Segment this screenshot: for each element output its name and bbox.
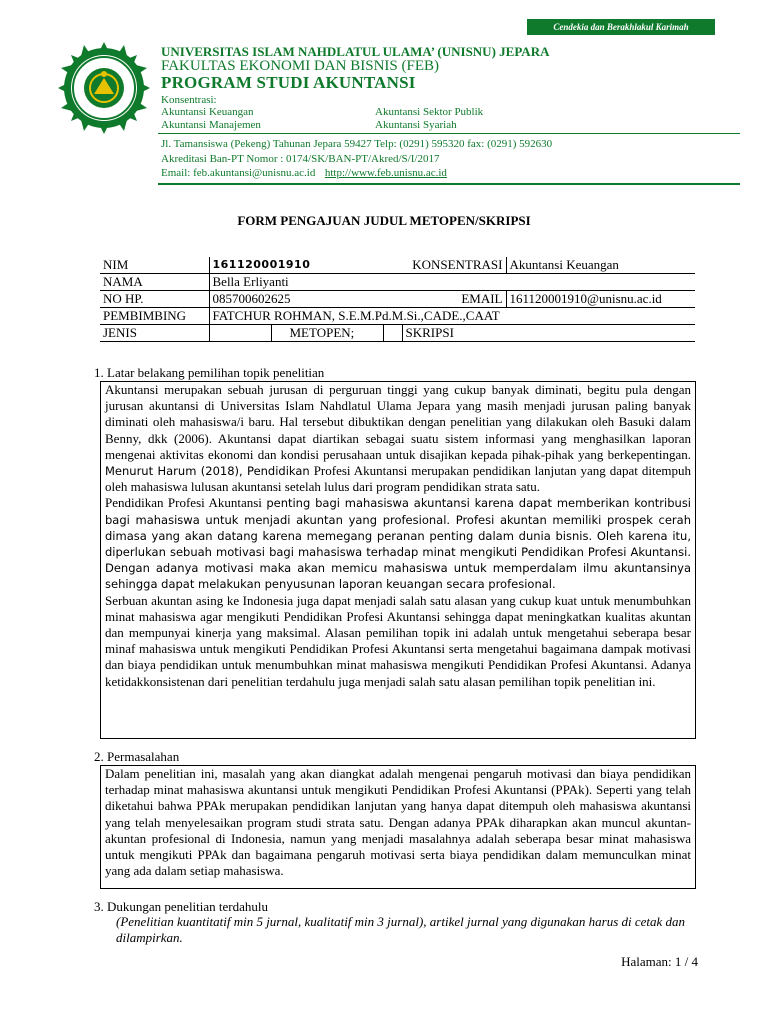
metopen-checkbox[interactable] [383, 325, 402, 342]
section-3-title: 3. Dukungan penelitian terdahulu [94, 899, 269, 914]
concentration-item: Akuntansi Manajemen [161, 119, 261, 131]
form-title: FORM PENGAJUAN JUDUL METOPEN/SKRIPSI [237, 213, 531, 228]
program-name: PROGRAM STUDI AKUNTANSI [161, 73, 416, 92]
nim-label: NIM [100, 257, 209, 274]
section-1-box [100, 381, 696, 739]
university-seal-icon [56, 40, 152, 136]
skripsi-label: SKRIPSI [402, 325, 695, 342]
motto-badge: Cendekia dan Berakhlakul Karimah [527, 19, 715, 35]
page-number: Halaman: 1 / 4 [621, 954, 698, 969]
pembimbing-label: PEMBIMBING [100, 308, 209, 325]
section-1-title: 1. Latar belakang pemilihan topik penelitian [94, 365, 325, 380]
header-divider [158, 133, 740, 134]
section-2-title: 2. Permasalahan [94, 749, 180, 764]
accreditation: Akreditasi Ban-PT Nomor : 0174/SK/BAN-PT/Akred/S/I/2017 [161, 153, 440, 165]
header-divider [158, 183, 740, 185]
student-info-table [100, 257, 695, 342]
faculty-name: FAKULTAS EKONOMI DAN BISNIS (FEB) [161, 58, 439, 74]
section-1-para-2b: penting bagi mahasiswa akuntansi karena dapat memberikan kontribusi bagi mahasiswa untuk menjadi akuntan yang profesional. Profesi akuntan memiliki prospek cerah dimasa yang akan datang karena memegang peranan penting dalam dunia bisnis. Oleh karena itu, diperlukan sebuah motivasi bagi mahasiswa terhadap minat mengikuti Pendidikan Profesi Akuntansi. Dengan adanya motivasi maka akan memicu mahasiswa untuk memperdalam ilmu akuntansinya sehingga dapat melakukan penyusunan laporan keuangan secara profesional. [105, 496, 692, 592]
section-1-para-1c: Profesi Akuntansi merupakan pendidikan lanjutan yang dapat ditempuh oleh mahasiswa lulusan akuntansi setelah lulus dari program pendidikan strata satu. [105, 463, 691, 495]
nim-value: 161120001910 [209, 257, 383, 274]
concentration-item: Akuntansi Syariah [375, 119, 457, 131]
jenis-label: JENIS [100, 325, 209, 342]
section-2-text: Dalam penelitian ini, masalah yang akan diangkat adalah mengenai pengaruh motivasi dan biaya pendidikan terhadap minat mahasiswa akuntansi untuk mengikuti Pendidikan Profesi Akuntansi (PPAk). Seperti yang telah diketahui bahwa PPAk merupakan pendidikan lanjutan yang hanya dapat ditempuh oleh mahasiswa akuntansi yang telah menyelesaikan program studi strata satu. Dengan adanya PPAk diharapkan akan muncul akuntan-akuntan profesional di Indonesia, namun yang menjadi masalahnya adalah seberapa besar minat mahasiswa untuk mengikuti PPAk dan bagaimana pengaruh motivasi serta biaya pendidikan dalam memunculkan minat yang ada dalam setiap mahasiswa. [105, 766, 691, 879]
konsentrasi-value: Akuntansi Keuangan [506, 257, 695, 274]
section-3-note: (Penelitian kuantitatif min 5 jurnal, kualitatif min 3 jurnal), artikel jurnal yang digunakan harus di cetak dan dilampirkan. [116, 914, 686, 945]
nohp-value: 085700602625 [209, 291, 383, 308]
pembimbing-value: FATCHUR ROHMAN, S.E.M.Pd.M.Si.,CADE.,CAAT [209, 308, 695, 325]
metopen-label: METOPEN; [271, 325, 383, 342]
email-label: EMAIL [383, 291, 506, 308]
address: Jl. Tamansiswa (Pekeng) Tahunan Jepara 59427 Telp: (0291) 595320 fax: (0291) 592630 [161, 138, 553, 150]
section-1-para-3: Serbuan akuntan asing ke Indonesia juga dapat menjadi salah satu alasan yang cukup kuat untuk menumbuhkan minat mahasiswa agar mengikuti Pendidikan Profesi Akuntansi sehingga dapat meningkatkan kualitas akuntan dan mempunyai kinerja yang maksimal. Alasan pemilihan topik ini adalah untuk mengetahui seberapa besar minaf mahasiswa untuk mengikuti Pendidikan Profesi Akuntansi serta mengetahui bagaimana dampak motivasi dan biaya pendidikan untuk menumbuhkan minat mahasiswa mengikuti Pendidikan Profesi Akuntansi. Adanya ketidakkonsistenan dari penelitian terdahulu juga menjadi salah satu alasan pemilihan topik penelitian ini. [105, 592, 691, 689]
jenis-blank-cell [209, 325, 271, 342]
contact-line [161, 167, 447, 179]
concentration-item: Akuntansi Keuangan [161, 106, 254, 118]
konsentrasi-field-label: KONSENTRASI [383, 257, 506, 274]
konsentrasi-label: Konsentrasi: [161, 94, 217, 106]
concentration-item: Akuntansi Sektor Publik [375, 106, 484, 118]
section-1-para-1a: Akuntansi merupakan sebuah jurusan di perguruan tinggi yang cukup banyak diminati, begitu pula dengan jurusan akuntansi di Universitas Islam Nahdlatul Ulama Jepara yang masih menjadi jurusan paling banyak diminati oleh mahasiswa/i baru. Hal tersebut dibuktikan dengan penelitian yang dilakukan oleh Basuki dalam Benny, dkk (2006). Akuntansi dapat diartikan sebagai suatu sistem informasi yang menghasilkan laporan mengenai aktivitas ekonomi dan kondisi perusahaan untuk disajikan kepada pihak-pihak yang berkepentingan. [105, 382, 691, 462]
section-1-para-2a: Pendidikan Profesi Akuntansi [105, 495, 262, 511]
university-name: UNIVERSITAS ISLAM NAHDLATUL ULAMA’ (UNISNU) JEPARA [161, 44, 550, 59]
email-text: Email: feb.akuntansi@unisnu.ac.id [161, 167, 316, 179]
section-2-box [100, 765, 696, 889]
email-value: 161120001910@unisnu.ac.id [506, 291, 695, 308]
website-link[interactable]: http://www.feb.unisnu.ac.id [324, 167, 447, 179]
nohp-label: NO HP. [100, 291, 209, 308]
nama-label: NAMA [100, 274, 209, 291]
nama-value: Bella Erliyanti [209, 274, 695, 291]
section-1-para-1b: Menurut Harum (2018), Pendidikan [105, 464, 310, 479]
